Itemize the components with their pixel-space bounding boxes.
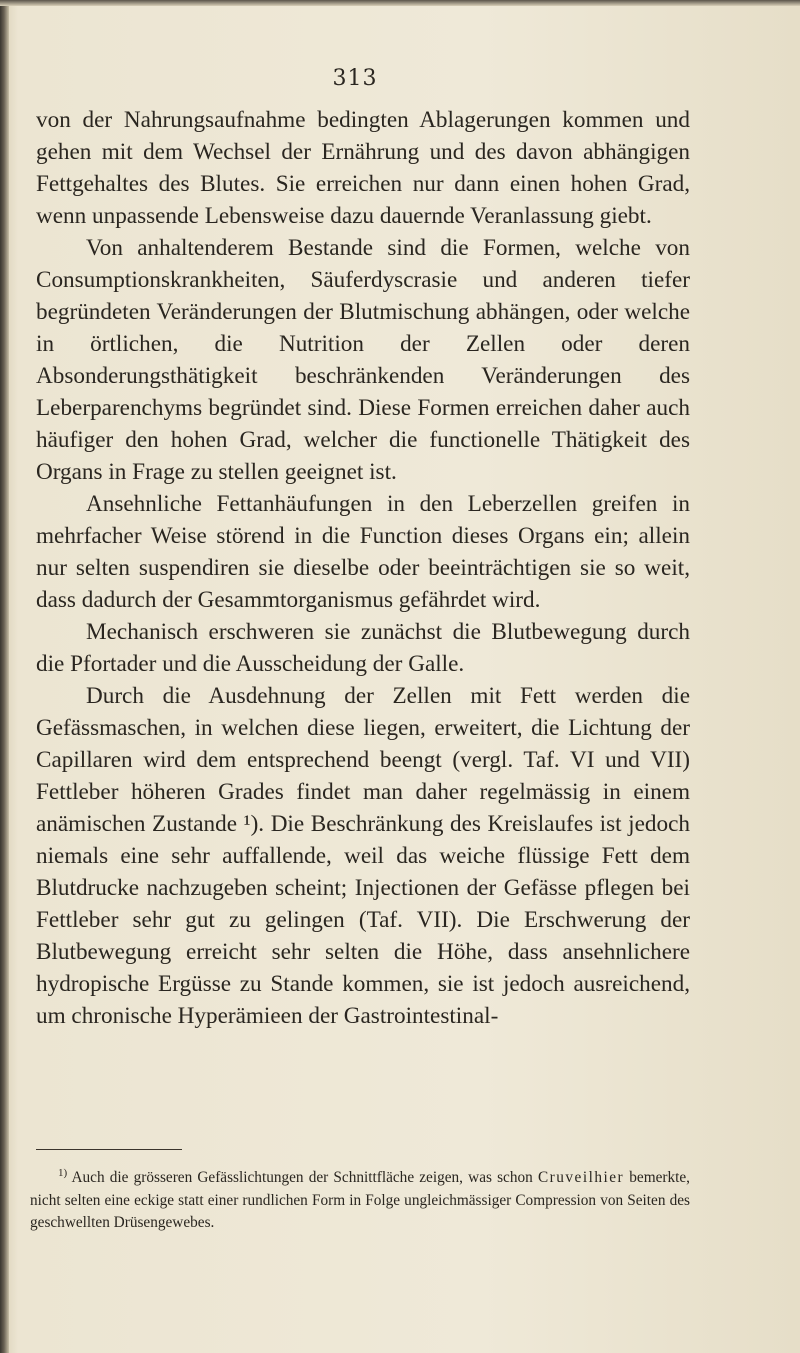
page-top-edge <box>0 0 800 6</box>
footnote-text-after: bemerkte, nicht selten eine eckige statt einer rundlichen Form in Folge ungleichmässiger Compression von Seiten des geschwellten Drüsengewebes. <box>30 1169 690 1232</box>
page-number: 313 <box>332 66 378 91</box>
footnote-author-name: Cruveilhier <box>537 1169 625 1187</box>
paragraph-5: Durch die Ausdehnung der Zellen mit Fett werden die Gefässmaschen, in welchen diese liegen, erweitert, die Lichtung der Capillaren wird dem entsprechend beengt (vergl. Taf. VI und VII) Fettleber höheren Grades findet man daher regelmässig in einem anämischen Zustande ¹). Die Beschränkung des Kreislaufes ist jedoch niemals eine sehr auffallende, weil das weiche flüssige Fett dem Blutdrucke nachzugeben scheint; Injectionen der Gefässe pflegen bei Fettleber sehr gut zu gelingen (Taf. VII). Die Erschwerung der Blutbewegung erreicht sehr selten die Höhe, dass ansehnlichere hydropische Ergüsse zu Stande kommen, sie ist jedoch ausreichend, um chronische Hyperämieen der Gastrointestinal- <box>36 683 690 1029</box>
footnote <box>30 1162 690 1235</box>
paragraph-1: von der Nahrungsaufnahme bedingten Ablagerungen kommen und gehen mit dem Wechsel der Ernährung und des davon abhängigen Fettgehaltes des Blutes. Sie erreichen nur dann einen hohen Grad, wenn unpassende Lebensweise dazu dauernde Veranlassung giebt. <box>36 107 690 229</box>
footnote-text-before: Auch die grösseren Gefässlichtungen der Schnittfläche zeigen, was schon <box>71 1169 533 1187</box>
page-binding-edge <box>0 0 9 1353</box>
paragraph-3: Ansehnliche Fettanhäufungen in den Leberzellen greifen in mehrfacher Weise störend in die Function dieses Organs ein; allein nur selten suspendiren sie dieselbe oder beeinträchtigen sie so weit, dass dadurch der Gesammtorganismus gefährdet wird. <box>36 491 690 613</box>
body-text <box>36 104 690 1032</box>
paragraph-4: Mechanisch erschweren sie zunächst die Blutbewegung durch die Pfortader und die Ausscheidung der Galle. <box>36 619 690 677</box>
footnote-divider <box>36 1149 182 1150</box>
footnote-marker: 1) <box>58 1167 68 1179</box>
paragraph-2: Von anhaltenderem Bestande sind die Formen, welche von Consumptionskrankheiten, Säuferdyscrasie und anderen tiefer begründeten Veränderungen der Blutmischung abhängen, oder welche in örtlichen, die Nutrition der Zellen oder deren Absonderungsthätigkeit beschränkenden Veränderungen des Leberparenchyms begründet sind. Diese Formen erreichen daher auch häufiger den hohen Grad, welcher die functionelle Thätigkeit des Organs in Frage zu stellen geeignet ist. <box>36 235 690 485</box>
